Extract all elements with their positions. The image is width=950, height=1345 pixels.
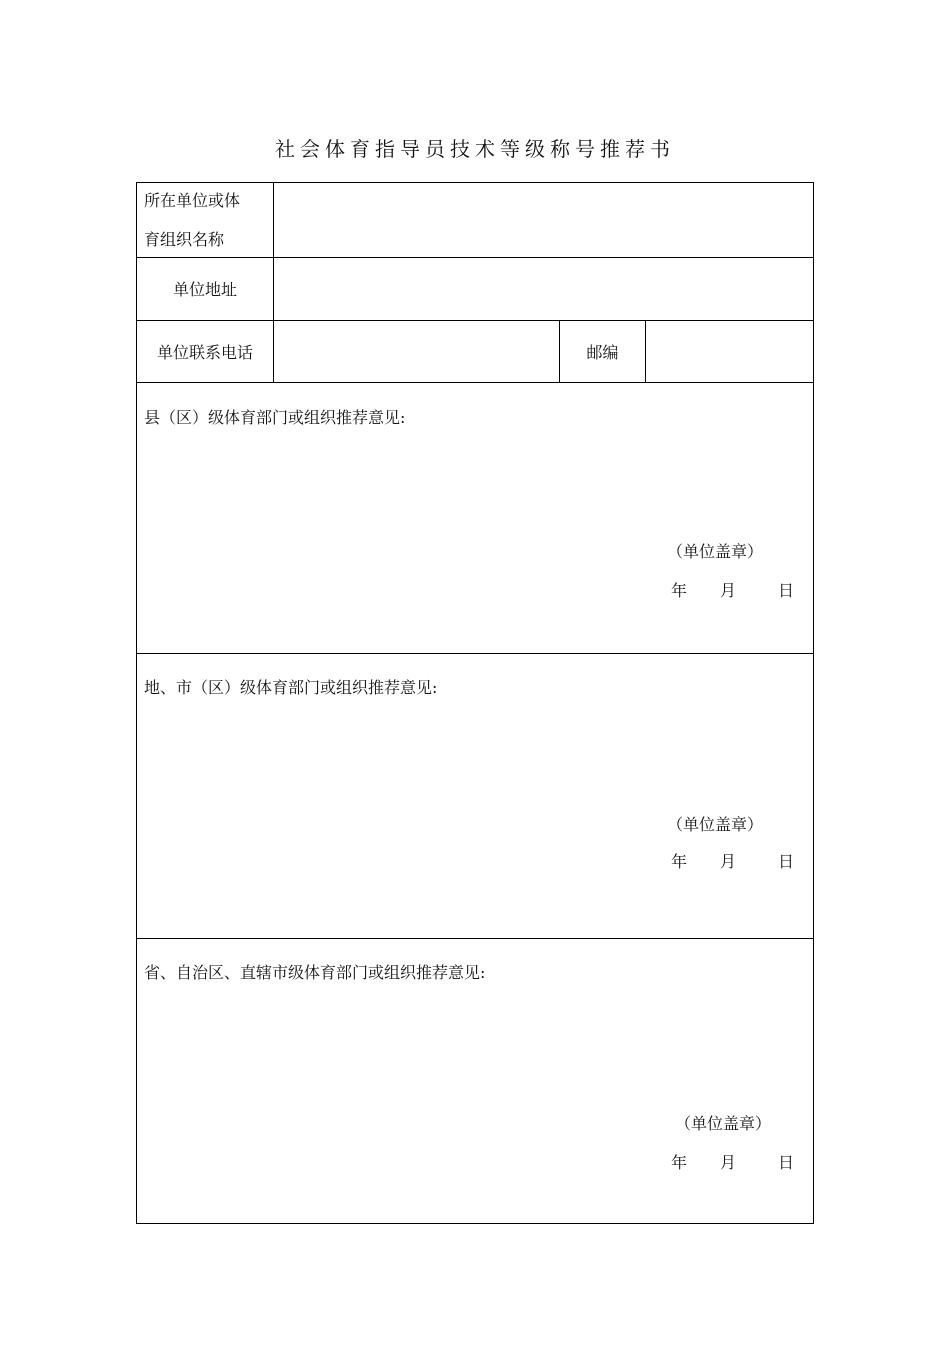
county-opinion-heading: 县（区）级体育部门或组织推荐意见: (144, 408, 406, 427)
city-month-label: 月 (720, 852, 737, 871)
postcode-label: 邮编 (586, 343, 619, 362)
row-divider (137, 382, 813, 383)
address-label: 单位地址 (172, 280, 237, 299)
city-opinion-heading: 地、市（区）级体育部门或组织推荐意见: (144, 678, 438, 697)
city-day-label: 日 (778, 852, 795, 871)
county-seal-label: （单位盖章） (667, 542, 764, 561)
province-month-label: 月 (720, 1153, 737, 1172)
page-title: 社会体育指导员技术等级称号推荐书 (275, 137, 675, 161)
phone-field[interactable] (274, 321, 559, 382)
org-name-field[interactable] (274, 183, 813, 257)
city-seal-label: （单位盖章） (667, 815, 764, 834)
county-year-label: 年 (671, 581, 688, 600)
city-year-label: 年 (671, 852, 688, 871)
address-field[interactable] (274, 258, 813, 320)
recommendation-form (136, 182, 814, 1224)
section-divider (137, 938, 813, 939)
province-opinion-field[interactable] (137, 988, 657, 1208)
county-opinion-field[interactable] (137, 433, 657, 633)
postcode-field[interactable] (646, 321, 813, 382)
section-divider (137, 653, 813, 654)
county-month-label: 月 (720, 581, 737, 600)
province-year-label: 年 (671, 1153, 688, 1172)
county-day-label: 日 (778, 581, 795, 600)
org-name-label-line1: 所在单位或体 (144, 191, 241, 210)
province-seal-label: （单位盖章） (675, 1114, 772, 1133)
phone-label: 单位联系电话 (156, 343, 253, 362)
province-opinion-heading: 省、自治区、直辖市级体育部门或组织推荐意见: (144, 963, 486, 982)
org-name-label-line2: 育组织名称 (144, 230, 225, 249)
province-day-label: 日 (778, 1153, 795, 1172)
city-opinion-field[interactable] (137, 703, 657, 923)
